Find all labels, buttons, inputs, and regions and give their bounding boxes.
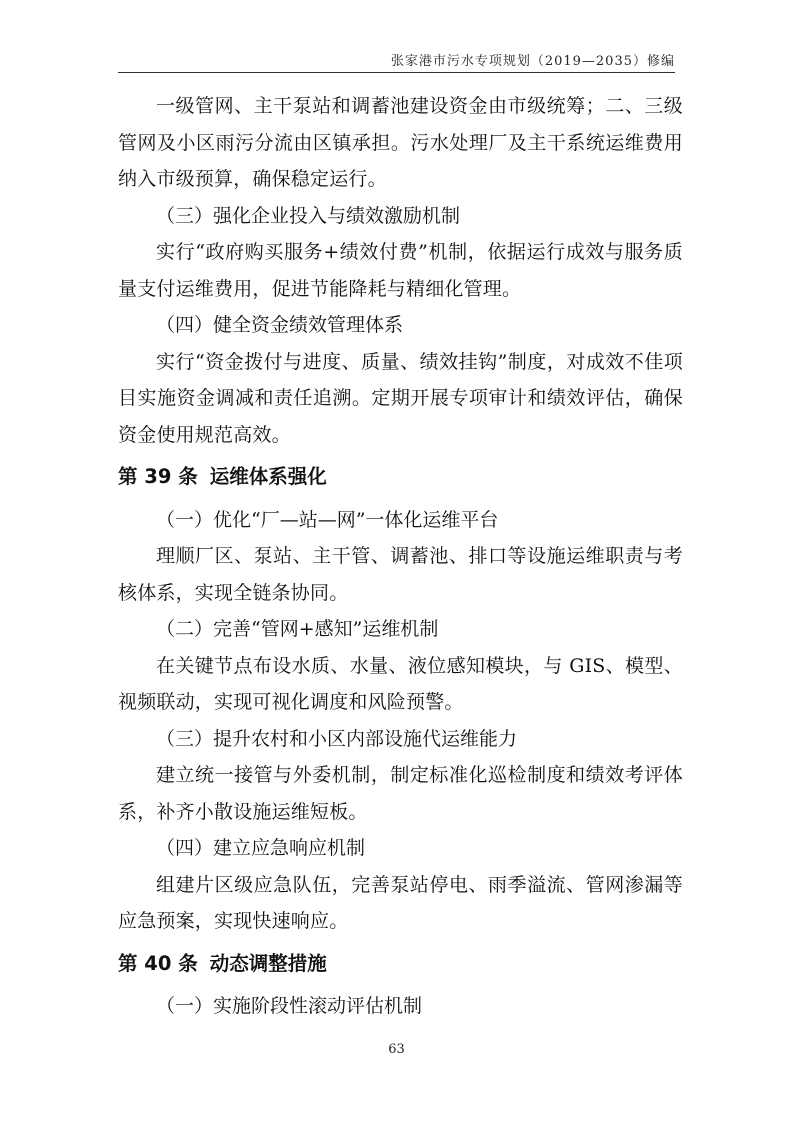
subheading-rural-maintenance: （三）提升农村和小区内部设施代运维能力 — [156, 727, 518, 750]
paragraph-performance-payment: 实行“政府购买服务+绩效付费”机制，依据运行成效与服务质量支付运维费用，促进节能降耗与精细化管理。 — [118, 241, 683, 300]
running-header: 张家港市污水专项规划（2019—2035）修编 — [390, 54, 675, 69]
paragraph-sensing-modules: 在关键节点布设水质、水量、液位感知模块，与 GIS、模型、视频联动，实现可视化调度和风险预警。 — [118, 654, 683, 713]
article-number: 第 40 条 — [118, 951, 198, 975]
subheading-integrated-platform: （一）优化“厂—站—网”一体化运维平台 — [156, 508, 499, 531]
article-title: 动态调整措施 — [209, 951, 327, 975]
page-body — [118, 88, 683, 1025]
page-number: 63 — [388, 1042, 405, 1057]
article-39-heading — [118, 459, 683, 496]
subheading-fund-performance: （四）健全资金绩效管理体系 — [156, 314, 404, 336]
subheading-network-sensing: （二）完善“管网+感知”运维机制 — [156, 618, 439, 640]
article-40-heading — [118, 946, 683, 983]
article-title: 运维体系强化 — [209, 465, 327, 488]
paragraph-emergency-team: 组建片区级应急队伍，完善泵站停电、雨季溢流、管网渗漏等应急预案，实现快速响应。 — [118, 873, 683, 932]
paragraph-outsourcing: 建立统一接管与外委机制，制定标准化巡检制度和绩效考评体系，补齐小散设施运维短板。 — [118, 764, 683, 823]
paragraph-funding: 一级管网、主干泵站和调蓄池建设资金由市级统筹；二、三级管网及小区雨污分流由区镇承担。污水处理厂及主干系统运维费用纳入市级预算，确保稳定运行。 — [118, 95, 683, 190]
subheading-rolling-evaluation: （一）实施阶段性滚动评估机制 — [156, 995, 423, 1017]
subheading-enterprise-investment: （三）强化企业投入与绩效激励机制 — [156, 204, 461, 227]
article-number: 第 39 条 — [118, 465, 198, 488]
paragraph-fund-linkage: 实行“资金拨付与进度、质量、绩效挂钩”制度，对成效不佳项目实施资金调减和责任追溯。定期开展专项审计和绩效评估，确保资金使用规范高效。 — [118, 350, 683, 446]
header-rule — [118, 72, 675, 73]
paragraph-responsibilities: 理顺厂区、泵站、主干管、调蓄池、排口等设施运维职责与考核体系，实现全链条协同。 — [118, 545, 683, 604]
subheading-emergency-response: （四）建立应急响应机制 — [156, 837, 366, 859]
